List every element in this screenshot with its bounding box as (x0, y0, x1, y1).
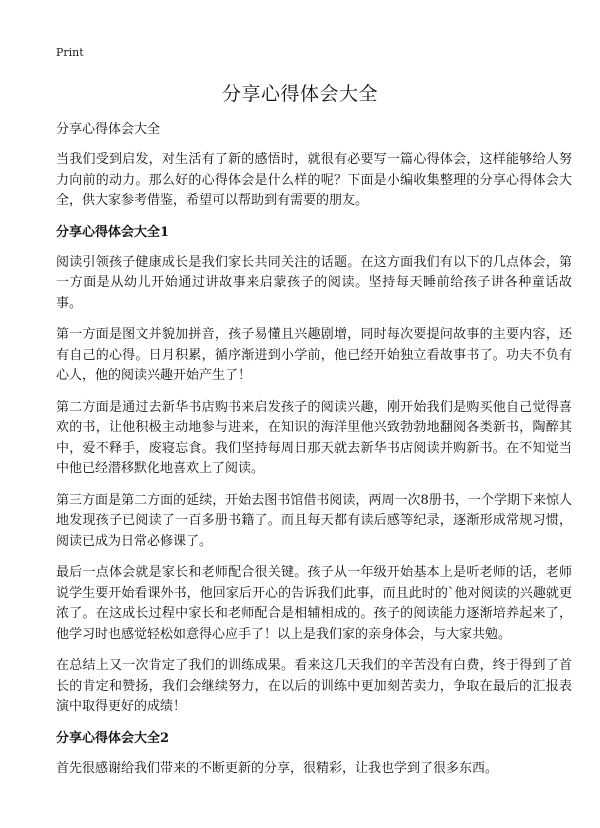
print-link[interactable]: Print (56, 46, 84, 59)
paragraph: 最后一点体会就是家长和老师配合很关键。孩子从一年级开始基本上是听老师的话，老师说学生要开始看课外书，他回家后开心的告诉我们此事，而且此时的`他对阅读的兴趣就更浓了。在这成长过程中家长和老师配合是相辅相成的。孩子的阅读能力逐渐培养起来了，他学习时也感觉轻松如意得心应手了！以上是我们家的亲身体会，与大家共勉。 (56, 565, 572, 642)
paragraph: 在总结上又一次肯定了我们的训练成果。看来这几天我们的辛苦没有白费，终于得到了首长的肯定和赞扬，我们会继续努力，在以后的训练中更加刻苦卖力，争取在最后的汇报表演中取得更好的成绩！ (56, 658, 572, 714)
paragraph: 阅读引领孩子健康成长是我们家长共同关注的话题。在这方面我们有以下的几点体会，第一方面是从幼儿开始通过讲故事来启蒙孩子的阅读。坚持每天睡前给孩子讲各种童话故事。 (56, 254, 572, 311)
paragraph: 第二方面是通过去新华书店购书来启发孩子的阅读兴趣，刚开始我们是购买他自己觉得喜欢的书，让他积极主动地参与进来，在知识的海洋里他兴致勃勃地翻阅各类新书，陶醉其中，爱不释手，废寝忘食。我们坚持每周日那天就去新华书店阅读并购新书。在不知觉当中他已经潜移默化地喜欢上了阅读。 (56, 399, 572, 476)
paragraph: 第三方面是第二方面的延续，开始去图书馆借书阅读，两周一次8册书，一个学期下来惊人地发现孩子已阅读了一百多册书籍了。而且每天都有读后感等纪录，逐渐形成常规习惯，阅读已成为日常必修课了。 (56, 492, 572, 549)
document-subtitle: 分享心得体会大全 (56, 122, 161, 137)
section-1 (56, 223, 572, 718)
section-heading: 分享心得体会大全2 (56, 730, 170, 746)
section-2 (56, 729, 572, 780)
document-body (56, 150, 572, 790)
paragraph: 首先很感谢给我们带来的不断更新的分享，很精彩，让我也学到了很多东西。 (56, 760, 499, 776)
page-title: 分享心得体会大全 (221, 83, 378, 105)
section-heading: 分享心得体会大全1 (56, 224, 170, 240)
intro-paragraph: 当我们受到启发，对生活有了新的感悟时，就很有必要写一篇心得体会，这样能够给人努力向前的动力。那么好的心得体会是什么样的呢？下面是小编收集整理的分享心得体会大全，供大家参考借鉴，希望可以帮助到有需要的朋友。 (56, 152, 572, 208)
paragraph: 第一方面是图文并貌加拼音，孩子易懂且兴趣剧增，同时每次要提问故事的主要内容，还有自己的心得。日月积累，循序渐进到小学前，他已经开始独立看故事书了。功夫不负有心人，他的阅读兴趣开始产生了！ (56, 327, 572, 383)
